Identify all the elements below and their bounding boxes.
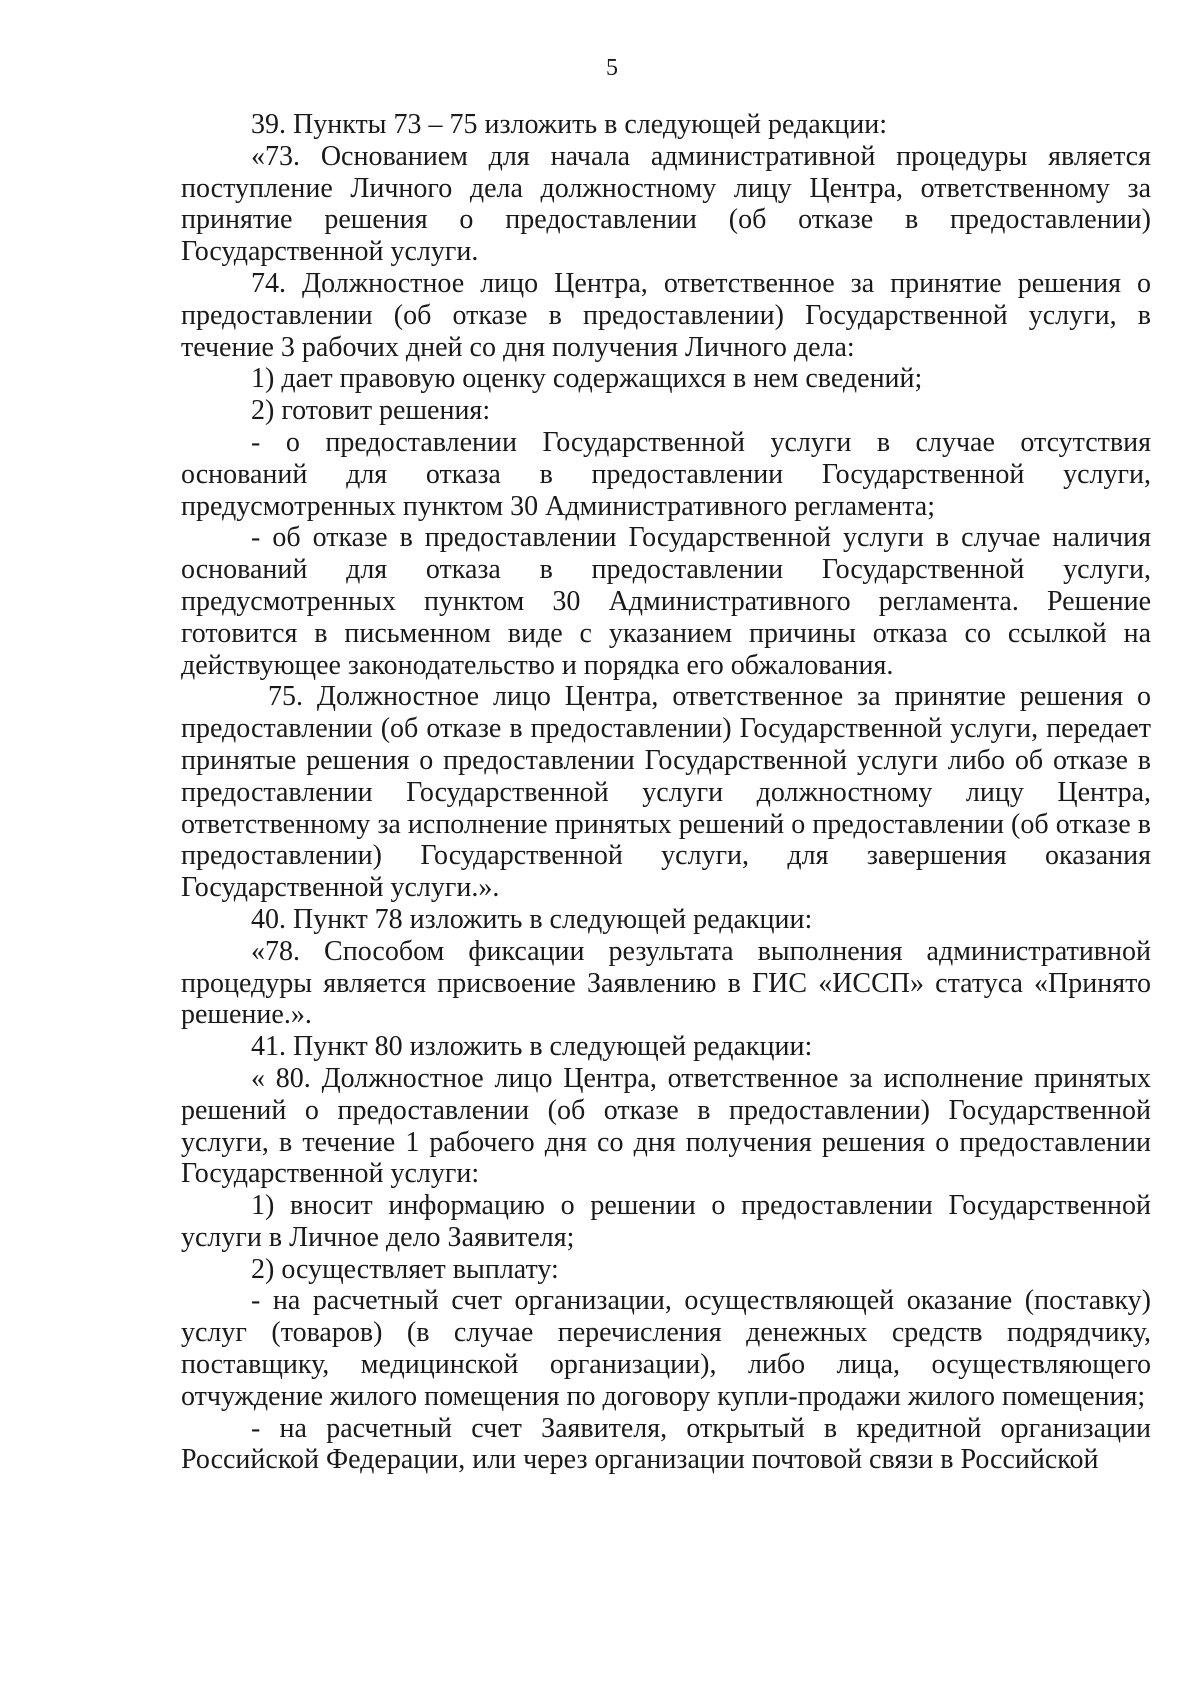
paragraph-dash-applicant-account: - на расчетный счет Заявителя, открытый в кредитной организации Российской Федерации, или через организации почтовой связи в Российской	[181, 1412, 1151, 1476]
paragraph-item-40: 40. Пункт 78 изложить в следующей редакции:	[251, 903, 813, 935]
paragraph-point-74: 74. Должностное лицо Центра, ответственное за принятие решения о предоставлении (об отказе в предоставлении) Государственной услуги, в течение 3 рабочих дней со дня получения Личного дела:	[181, 267, 1151, 363]
paragraph-subpoint-80-2: 2) осуществляет выплату:	[251, 1253, 559, 1285]
paragraph-subpoint-80-1: 1) вносит информацию о решении о предоставлении Государственной услуги в Личное дело Заявителя;	[181, 1190, 1151, 1253]
paragraph-dash-organization-account: - на расчетный счет организации, осуществляющей оказание (поставку) услуг (товаров) (в случае перечисления денежных средств подрядчику, поставщику, медицинской организации), либо лица, осуществляющего отчуждение жилого помещения по договору купли-продажи жилого помещения;	[181, 1285, 1151, 1412]
paragraph-item-41: 41. Пункт 80 изложить в следующей редакции:	[251, 1031, 813, 1063]
paragraph-subpoint-2: 2) готовит решения:	[251, 395, 491, 427]
document-body	[181, 109, 1151, 1476]
paragraph-item-39: 39. Пункты 73 – 75 изложить в следующей редакции:	[251, 109, 888, 140]
paragraph-dash-refusal: - об отказе в предоставлении Государственной услуги в случае наличия оснований для отказа в предоставлении Государственной услуги, предусмотренных пунктом 30 Административного регламента. Решение готовится в письменном виде с указанием причины отказа со ссылкой на действующее законодательство и порядка его обжалования.	[181, 522, 1151, 681]
paragraph-point-73: «73. Основанием для начала административной процедуры является поступление Личного дела должностному лицу Центра, ответственному за принятие решения о предоставлении (об отказе в предоставлении) Государственной услуги.	[181, 140, 1151, 268]
paragraph-dash-grant: - о предоставлении Государственной услуги в случае отсутствия оснований для отказа в предоставлении Государственной услуги, предусмотренных пунктом 30 Административного регламента;	[181, 426, 1151, 522]
paragraph-point-75: 75. Должностное лицо Центра, ответственное за принятие решения о предоставлении (об отказе в предоставлении) Государственной услуги, передает принятые решения о предоставлении Государственной услуги либо об отказе в предоставлении Государственной услуги должностному лицу Центра, ответственному за исполнение принятых решений о предоставлении (об отказе в предоставлении) Государственной услуги, для завершения оказания Государственной услуги.».	[181, 681, 1151, 904]
page-number: 5	[606, 55, 618, 81]
paragraph-point-80: « 80. Должностное лицо Центра, ответственное за исполнение принятых решений о предоставлении (об отказе в предоставлении) Государственной услуги, в течение 1 рабочего дня со дня получения решения о предоставлении Государственной услуги:	[181, 1062, 1151, 1190]
paragraph-subpoint-1: 1) дает правовую оценку содержащихся в нем сведений;	[251, 363, 923, 395]
paragraph-point-78: «78. Способом фиксации результата выполнения административной процедуры является присвоение Заявлению в ГИС «ИССП» статуса «Принято решение.».	[181, 935, 1151, 1031]
